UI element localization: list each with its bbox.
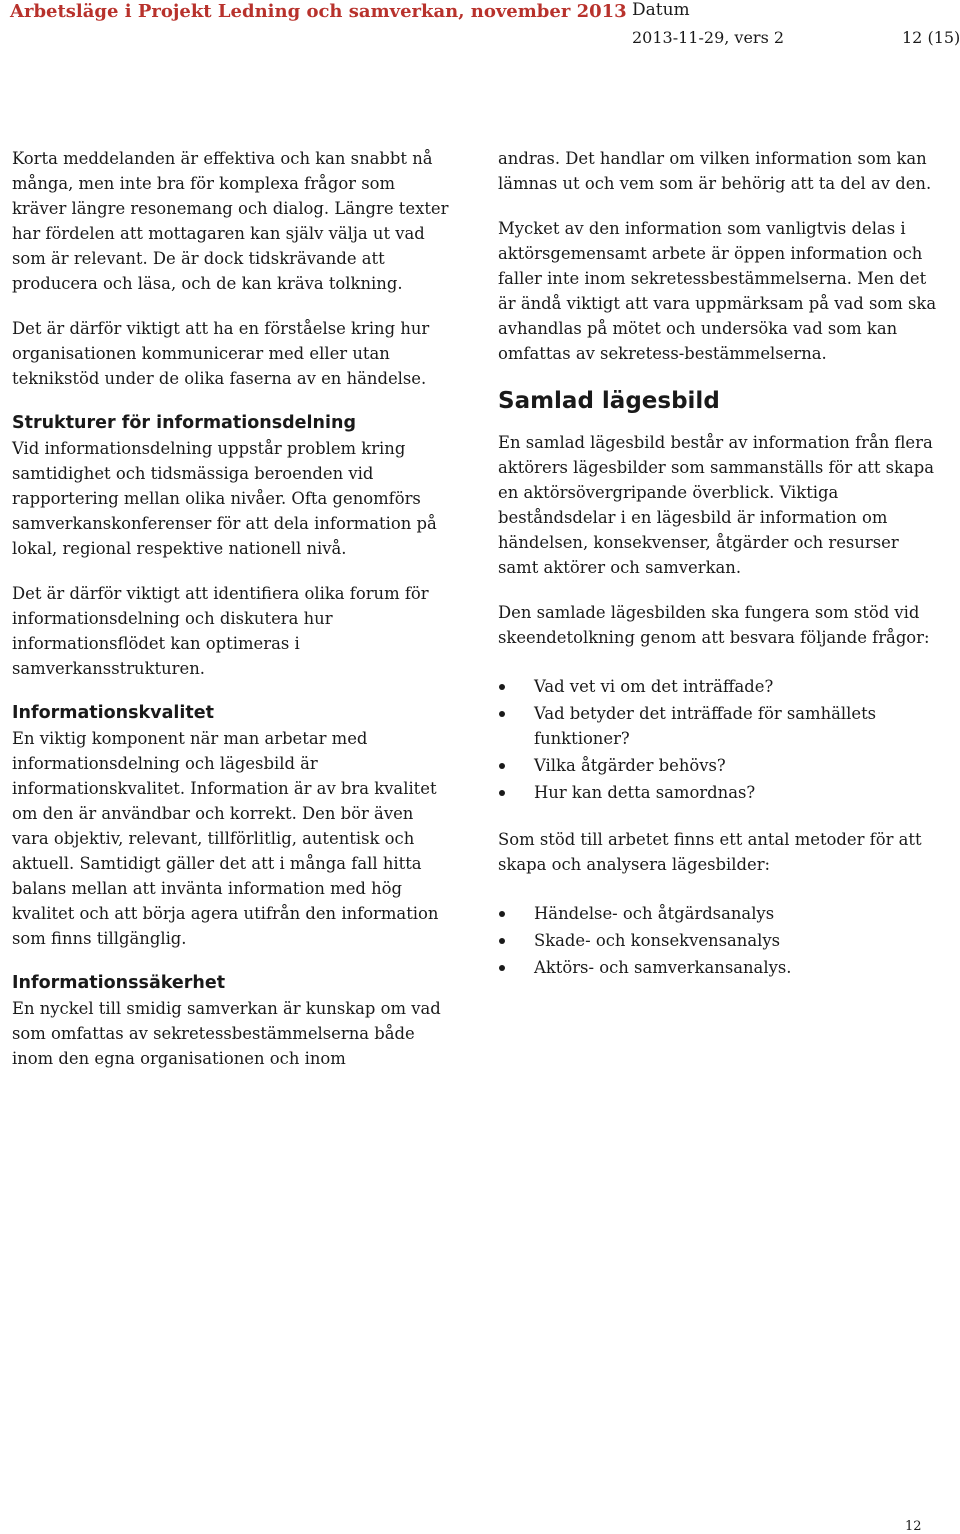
bullet-icon: [499, 965, 505, 971]
paragraph: En samlad lägesbild består av information från flera aktörers lägesbilder som sammanställs för att skapa en aktörsövergripande överblick. Viktiga beståndsdelar i en lägesbild är information om händelsen, konsekvenser, åtgärder och resurser samt aktörer och samverkan.: [498, 433, 935, 577]
left-column: [12, 146, 452, 1091]
footer-page-number: 12: [905, 1519, 922, 1534]
bullet-icon: [499, 684, 505, 690]
questions-list: [498, 674, 938, 805]
bullet-icon: [499, 938, 505, 944]
section-heading-sakerhet: Informationssäkerhet: [12, 973, 226, 993]
paragraph: Det är därför viktigt att ha en förståelse kring hur organisationen kommunicerar med eller utan teknikstöd under de olika faserna av en händelse.: [12, 319, 430, 388]
paragraph: andras. Det handlar om vilken information som kan lämnas ut och vem som är behörig att ta del av den.: [498, 149, 932, 193]
section-heading-samlad: Samlad lägesbild: [498, 388, 720, 414]
bullet-icon: [499, 911, 505, 917]
list-item: Vad betyder det inträffade för samhällets funktioner?: [498, 701, 938, 751]
section-heading-kvalitet: Informationskvalitet: [12, 703, 214, 723]
bullet-icon: [499, 790, 505, 796]
bullet-icon: [499, 763, 505, 769]
list-item: Vad vet vi om det inträffade?: [498, 674, 938, 699]
methods-list: [498, 901, 938, 980]
list-item: Händelse- och åtgärdsanalys: [498, 901, 938, 926]
date-version: 2013-11-29, vers 2: [632, 28, 785, 47]
document-title: Arbetsläge i Projekt Ledning och samverkan, november 2013: [10, 1, 627, 22]
list-item: Skade- och konsekvensanalys: [498, 928, 938, 953]
list-item: Aktörs- och samverkansanalys.: [498, 955, 938, 980]
paragraph: Som stöd till arbetet finns ett antal metoder för att skapa och analysera lägesbilder:: [498, 830, 922, 874]
bullet-icon: [499, 711, 505, 717]
page-count: 12 (15): [902, 28, 960, 47]
paragraph: Mycket av den information som vanligtvis delas i aktörsgemensamt arbete är öppen information och faller inte inom sekretessbestämmelserna. Men det är ändå viktigt att vara uppmärksam på vad som ska avhandlas på mötet och undersöka vad som kan omfattas av sekretess-bestämmelserna.: [498, 219, 937, 363]
datum-label: Datum: [632, 0, 690, 20]
right-column: [498, 146, 938, 1002]
list-item: Vilka åtgärder behövs?: [498, 753, 938, 778]
list-item: Hur kan detta samordnas?: [498, 780, 938, 805]
section-heading-strukturer: Strukturer för informationsdelning: [12, 413, 356, 433]
paragraph: En viktig komponent när man arbetar med informationsdelning och lägesbild är informationskvalitet. Information är av bra kvalitet om den är användbar och korrekt. Den bör även vara objektiv, relevant, tillförlitlig, autentisk och aktuell. Samtidigt gäller det att i många fall hitta balans mellan att invänta information med hög kvalitet och att börja agera utifrån den information som finns tillgänglig.: [12, 729, 439, 948]
paragraph: En nyckel till smidig samverkan är kunskap om vad som omfattas av sekretessbestämmelserna både inom den egna organisationen och inom: [12, 999, 441, 1068]
paragraph: Den samlade lägesbilden ska fungera som stöd vid skeendetolkning genom att besvara följande frågor:: [498, 603, 930, 647]
paragraph: Det är därför viktigt att identifiera olika forum för informationsdelning och diskutera hur informationsflödet kan optimeras i samverkansstrukturen.: [12, 584, 429, 678]
paragraph: Korta meddelanden är effektiva och kan snabbt nå många, men inte bra för komplexa frågor som kräver längre resonemang och dialog. Längre texter har fördelen att mottagaren kan själv välja ut vad som är relevant. De är dock tidskrävande att producera och läsa, och de kan kräva tolkning.: [12, 149, 449, 293]
paragraph: Vid informationsdelning uppstår problem kring samtidighet och tidsmässiga beroenden vid rapportering mellan olika nivåer. Ofta genomförs samverkanskonferenser för att dela information på lokal, regional respektive nationell nivå.: [12, 439, 437, 558]
